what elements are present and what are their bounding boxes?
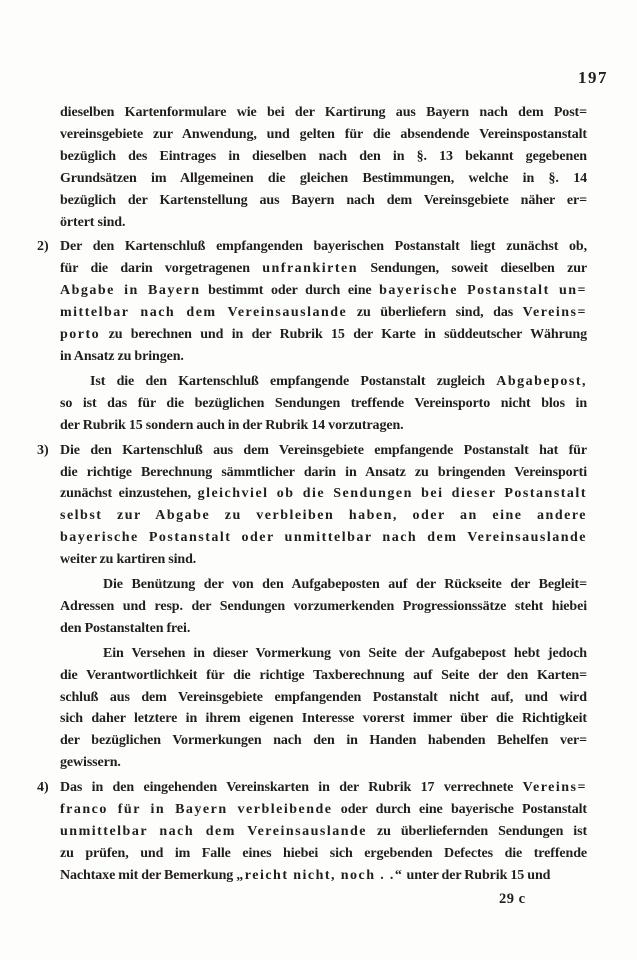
- emphasized-text: Abgabe in Bayern: [60, 283, 201, 299]
- emphasized-text: porto: [60, 327, 101, 343]
- text-line: Grundsätzen im Allgemeinen die gleichen Bestimmungen, welche in §. 14: [60, 170, 587, 186]
- signature-mark: 29 c: [499, 891, 526, 907]
- text-line: zunächst einzustehen, gleichviel ob die Sendungen bei dieser Postanstalt: [60, 486, 587, 502]
- text-line: unmittelbar nach dem Vereinsauslande zu überliefernden Sendungen ist: [60, 824, 588, 839]
- text-line: bezüglich des Eintrages in dieselben nach den in §. 13 bekannt gegebenen: [60, 148, 587, 164]
- emphasized-text: Vereins=: [522, 780, 587, 796]
- text-line: der Rubrik 15 sondern auch in der Rubrik 14 vorzutragen.: [60, 417, 404, 433]
- text-line: in Ansatz zu bringen.: [60, 348, 184, 364]
- emphasized-text: selbst zur Abgabe zu verbleiben haben, oder an eine andere: [60, 508, 587, 524]
- page-number: 197: [578, 68, 608, 87]
- emphasized-text: mittelbar nach dem Vereinsauslande: [60, 305, 348, 321]
- emphasized-text: bayerische Postanstalt oder unmittelbar nach dem Vereinsauslande: [60, 530, 587, 546]
- text-line: Adressen und resp. der Sendungen vorzumerkenden Progressionssätze steht hiebei: [60, 598, 587, 614]
- emphasized-text: gleichviel ob die Sendungen bei dieser Postanstalt: [197, 486, 587, 502]
- emphasized-text: „reicht nicht, noch . .“: [236, 867, 404, 883]
- text-line: örtert sind.: [60, 214, 126, 230]
- text-line: schluß aus dem Vereinsgebiete empfangenden Postanstalt nicht auf, und wird: [60, 689, 587, 705]
- text-line: gewissern.: [60, 755, 121, 771]
- text-line: Der den Kartenschluß empfangenden bayerischen Postanstalt liegt zunächst ob,: [60, 239, 587, 255]
- text-line: zu prüfen, und im Falle eines hiebei sich ergebenden Defectes die treffende: [60, 845, 587, 861]
- emphasized-text: Abgabepost,: [496, 373, 587, 389]
- item-number: 4): [37, 780, 49, 796]
- emphasized-text: franco für in Bayern verbleibende: [60, 802, 333, 818]
- text-line: mittelbar nach dem Vereinsauslande zu überliefern sind, das Vereins=: [60, 305, 587, 321]
- text-line: porto zu berechnen und in der Rubrik 15 der Karte in süddeutscher Währung: [60, 327, 587, 343]
- item-number: 3): [37, 442, 49, 458]
- paragraph: [60, 574, 587, 640]
- text-line: weiter zu kartiren sind.: [60, 552, 197, 568]
- text-line: Abgabe in Bayern bestimmt oder durch eine bayerische Postanstalt un=: [60, 283, 588, 299]
- text-line: für die darin vorgetragenen unfrankirten Sendungen, soweit dieselben zur: [60, 261, 587, 277]
- emphasized-text: bayerische Postanstalt un=: [379, 283, 588, 299]
- paragraph: [60, 102, 587, 233]
- text-line: die Verantwortlichkeit für die richtige Taxberechnung auf Seite der den Karten=: [60, 667, 587, 683]
- emphasized-text: Vereins=: [522, 305, 587, 321]
- text-line: [60, 527, 587, 549]
- numbered-paragraph: [37, 440, 587, 571]
- text-line: vereinsgebiete zur Anwendung, und gelten für die absendende Vereinspostanstalt: [60, 126, 587, 142]
- text-line: der bezüglichen Vormerkungen nach den in Handen habenden Behelfen ver=: [60, 733, 587, 749]
- text-line: Nachtaxe mit der Bemerkung „reicht nicht, noch . .“ unter der Rubrik 15 und: [60, 867, 551, 883]
- text-line: dieselben Kartenformulare wie bei der Kartirung aus Bayern nach dem Post=: [60, 105, 587, 120]
- paragraph: [60, 371, 587, 437]
- emphasized-text: unfrankirten: [262, 261, 359, 277]
- text-line: Ist die den Kartenschluß empfangende Postanstalt zugleich Abgabepost,: [90, 373, 587, 389]
- text-line: sich daher letztere in ihrem eigenen Interesse vorerst immer über die Richtigkeit: [60, 711, 587, 727]
- text-line: die richtige Berechnung sämmtlicher darin in Ansatz zu bringenden Vereinsporti: [60, 464, 587, 480]
- text-line: [60, 505, 587, 527]
- text-line: so ist das für die bezüglichen Sendungen treffende Vereinsporto nicht blos in: [60, 395, 587, 411]
- text-line: Ein Versehen in dieser Vormerkung von Seite der Aufgabepost hebt jedoch: [103, 645, 587, 661]
- paragraph: [60, 643, 587, 774]
- emphasized-text: unmittelbar nach dem Vereinsauslande: [60, 824, 368, 839]
- item-number: 2): [37, 239, 49, 255]
- numbered-paragraph: [37, 777, 588, 887]
- text-line: bezüglich der Kartenstellung aus Bayern nach dem Vereinsgebiete näher er=: [60, 192, 587, 208]
- text-block: [37, 102, 588, 887]
- text-line: den Postanstalten frei.: [60, 620, 191, 636]
- text-line: Die Benützung der von den Aufgabeposten auf der Rückseite der Begleit=: [103, 577, 587, 593]
- text-line: Das in den eingehenden Vereinskarten in der Rubrik 17 verrechnete Vereins=: [60, 780, 587, 796]
- text-line: Die den Kartenschluß aus dem Vereinsgebiete empfangende Postanstalt hat für: [60, 442, 587, 458]
- text-line: franco für in Bayern verbleibende oder durch eine bayerische Postanstalt: [60, 802, 587, 818]
- numbered-paragraph: [37, 236, 588, 367]
